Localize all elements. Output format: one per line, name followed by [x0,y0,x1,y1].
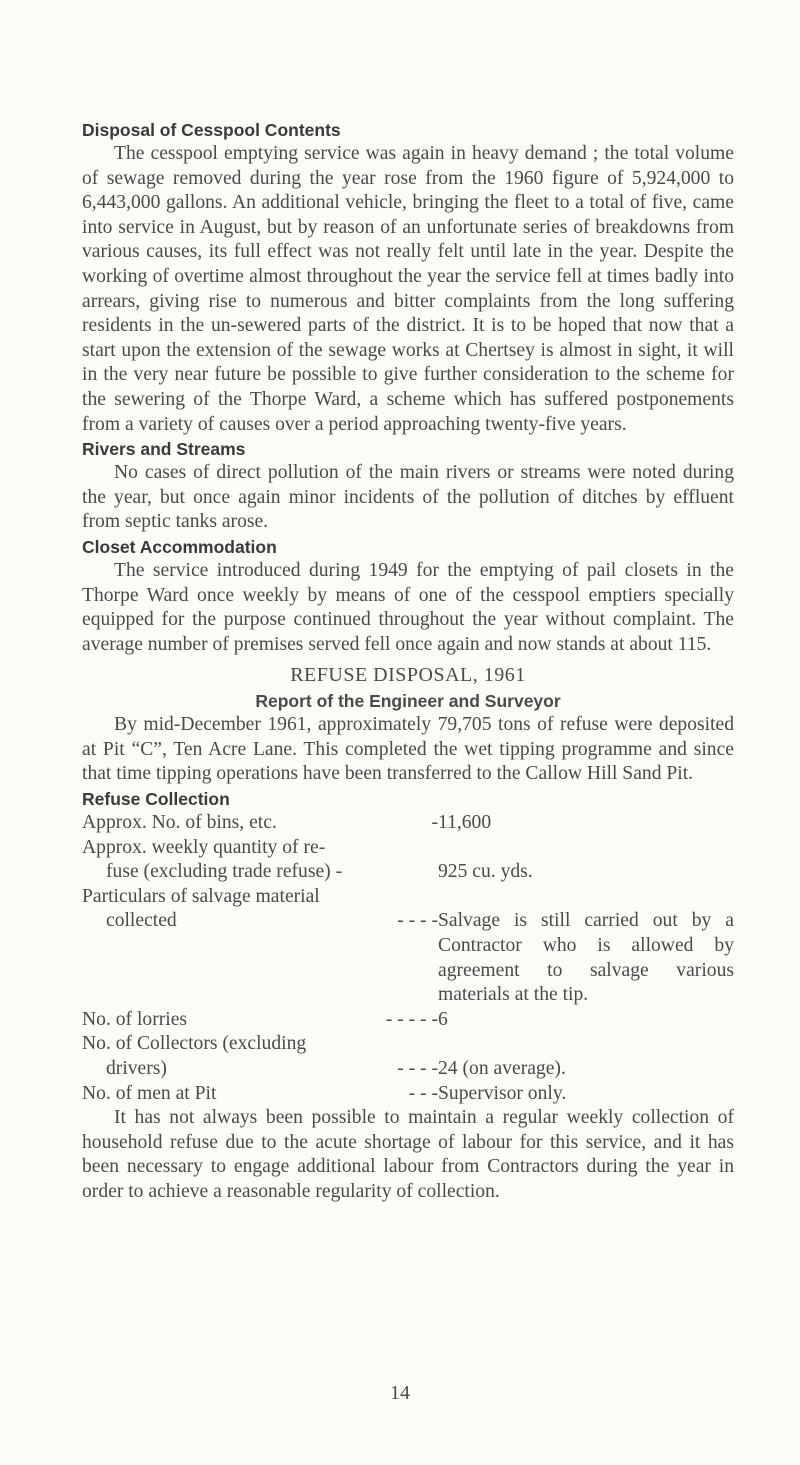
weekly-label-line-2: fuse (excluding trade refuse) - [106,861,343,883]
rivers-heading: Rivers and Streams [82,439,246,460]
bins-label: Approx. No. of bins, etc. [82,812,277,834]
dash-leader: - - - [408,1082,438,1104]
closet-heading: Closet Accommodation [82,536,277,557]
table-row [82,836,734,885]
table-row [82,1082,734,1107]
dash-leader: - - - - [397,1058,438,1079]
table-row [82,1008,734,1033]
dash-leader: - [431,812,438,834]
weekly-value: 925 cu. yds. [438,861,533,883]
cesspool-paragraph: The cesspool emptying service was again in heavy demand ; the total volume of sewage removed during the year rose from the 1960 figure of 5,924,000 to 6,443,000 gallons. An additional vehicle, bringing the fleet to a total of five, came into service in August, but by reason of an unfortunate series of breakdowns from various causes, its full effect was not really felt until late in the year. Despite the working of overtime almost throughout the year the service fell at times badly into arrears, giving rise to numerous and bitter complaints from the long suffering residents in the un-sewered parts of the district. It is to be hoped that now that a start upon the extension of the sewage works at Chertsey is almost in sight, it will in the very near future be possible to give further consideration to the scheme for the sewering of the Thorpe Ward, a scheme which has suffered postponements from a variety of causes over a period approaching twenty-five years. [82,143,734,435]
collectors-value: 24 (on average). [438,1058,566,1079]
collectors-label-line-1: No. of Collectors (excluding [82,1033,307,1055]
men-at-pit-label: No. of men at Pit [82,1082,217,1104]
dash-leader: - - - - [397,910,438,932]
men-at-pit-value: Supervisor only. [438,1082,567,1104]
lorries-label: No. of lorries [82,1008,188,1030]
closet-paragraph: The service introduced during 1949 for the emptying of pail closets in the Thorpe Ward once weekly by means of one of the cesspool emptiers specially equipped for the purpose continued throughout the year without complaint. The average number of premises served fell once again and now stands at about 115. [82,559,734,655]
salvage-label-line-2: collected [106,910,177,932]
refuse-paragraph: By mid-December 1961, approximately 79,705 tons of refuse were deposited at Pit “C”, Ten Acre Lane. This completed the wet tipping programme and since that time tipping operations have been transferred to the Callow Hill Sand Pit. [82,714,734,785]
cesspool-heading: Disposal of Cesspool Contents [82,120,341,140]
page-number: 14 [390,1382,410,1404]
lorries-value: 6 [438,1008,448,1030]
collectors-label-line-2: drivers) [106,1058,167,1079]
table-row [82,811,734,836]
dash-leader: - - - - - [385,1008,438,1030]
refuse-collection-table [82,811,734,1106]
weekly-label-line-1: Approx. weekly quantity of re- [82,836,326,858]
salvage-value: Salvage is still carried out by a Contractor who is allowed by agreement to salvage various materials at the tip. [438,910,734,1006]
table-row [82,1032,734,1081]
refuse-disposal-title: REFUSE DISPOSAL, 1961 [290,664,526,687]
bins-value: 11,600 [438,812,492,834]
rivers-paragraph: No cases of direct pollution of the main rivers or streams were noted during the year, but once again minor incidents of the pollution of ditches by effluent from septic tanks arose. [82,462,734,533]
table-row [82,885,734,1008]
refuse-collection-heading: Refuse Collection [82,789,230,810]
salvage-label-line-1: Particulars of salvage material [82,885,320,907]
engineer-report-subtitle: Report of the Engineer and Surveyor [255,691,561,712]
closing-paragraph: It has not always been possible to maintain a regular weekly collection of household refuse due to the acute shortage of labour for this service, and it has been necessary to engage additional labour from Contractors during the year in order to achieve a reasonable regularity of collection. [82,1107,734,1202]
